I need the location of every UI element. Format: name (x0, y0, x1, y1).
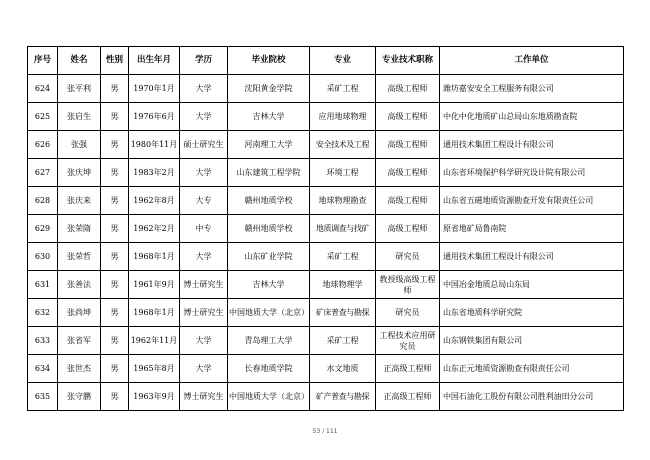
cell-gender: 男 (101, 159, 129, 187)
cell-employer: 山东省地质科学研究院 (440, 299, 624, 327)
cell-school: 山东矿业学院 (228, 243, 310, 271)
cell-major: 矿产普查与勘探 (310, 383, 376, 411)
cell-title: 高级工程师 (376, 215, 440, 243)
cell-gender: 男 (101, 299, 129, 327)
table-row (28, 271, 624, 299)
cell-education: 大学 (180, 355, 228, 383)
table-row (28, 327, 624, 355)
cell-name: 张省军 (58, 327, 101, 355)
cell-title: 研究员 (376, 299, 440, 327)
cell-name: 张庆来 (58, 187, 101, 215)
cell-employer: 山东省环境保护科学研究设计院有限公司 (440, 159, 624, 187)
cell-name: 张善法 (58, 271, 101, 299)
cell-school: 吉林大学 (228, 103, 310, 131)
table-header (28, 47, 624, 75)
cell-employer: 通用技术集团工程设计有限公司 (440, 131, 624, 159)
cell-education: 大专 (180, 187, 228, 215)
cell-title: 高级工程师 (376, 187, 440, 215)
cell-school: 中国地质大学（北京） (228, 299, 310, 327)
cell-birth: 1961年9月 (129, 271, 180, 299)
cell-gender: 男 (101, 271, 129, 299)
cell-major: 采矿工程 (310, 75, 376, 103)
cell-birth: 1962年8月 (129, 187, 180, 215)
table-row (28, 103, 624, 131)
cell-name: 张庆坤 (58, 159, 101, 187)
cell-index: 629 (28, 215, 58, 243)
cell-birth: 1968年1月 (129, 243, 180, 271)
cell-employer: 潍坊嘉安安全工程服务有限公司 (440, 75, 624, 103)
header-title: 专业技术职称 (376, 47, 440, 75)
cell-school: 赣州地质学校 (228, 187, 310, 215)
cell-school: 山东建筑工程学院 (228, 159, 310, 187)
cell-gender: 男 (101, 383, 129, 411)
cell-education: 博士研究生 (180, 383, 228, 411)
cell-index: 632 (28, 299, 58, 327)
cell-gender: 男 (101, 103, 129, 131)
cell-school: 青岛理工大学 (228, 327, 310, 355)
cell-name: 张强 (58, 131, 101, 159)
cell-gender: 男 (101, 355, 129, 383)
header-index: 序号 (28, 47, 58, 75)
cell-major: 安全技术及工程 (310, 131, 376, 159)
personnel-table-container (27, 46, 624, 411)
cell-title: 正高级工程师 (376, 383, 440, 411)
header-employer: 工作单位 (440, 47, 624, 75)
page-number: 53 / 111 (312, 428, 338, 435)
cell-school: 赣州地质学校 (228, 215, 310, 243)
cell-title: 教授级高级工程师 (376, 271, 440, 299)
cell-name: 张荣隋 (58, 215, 101, 243)
cell-education: 硕士研究生 (180, 131, 228, 159)
cell-title: 工程技术应用研究员 (376, 327, 440, 355)
cell-index: 631 (28, 271, 58, 299)
cell-school: 中国地质大学（北京） (228, 383, 310, 411)
cell-employer: 山东省五磁地质资源勘查开发有限责任公司 (440, 187, 624, 215)
cell-title: 研究员 (376, 243, 440, 271)
cell-birth: 1970年1月 (129, 75, 180, 103)
cell-title: 正高级工程师 (376, 355, 440, 383)
cell-major: 环境工程 (310, 159, 376, 187)
cell-index: 630 (28, 243, 58, 271)
cell-major: 地球物理勘查 (310, 187, 376, 215)
cell-gender: 男 (101, 327, 129, 355)
cell-major: 地球物理学 (310, 271, 376, 299)
cell-employer: 山东钢铁集团有限公司 (440, 327, 624, 355)
cell-birth: 1965年8月 (129, 355, 180, 383)
cell-education: 大学 (180, 159, 228, 187)
cell-education: 大学 (180, 243, 228, 271)
cell-employer: 中化中化地质矿山总局山东地质勘查院 (440, 103, 624, 131)
cell-index: 633 (28, 327, 58, 355)
cell-school: 长春地质学院 (228, 355, 310, 383)
cell-education: 中专 (180, 215, 228, 243)
header-education: 学历 (180, 47, 228, 75)
personnel-table (27, 46, 624, 411)
cell-index: 634 (28, 355, 58, 383)
cell-school: 沈阳黄金学院 (228, 75, 310, 103)
cell-title: 高级工程师 (376, 103, 440, 131)
cell-employer: 原省地矿局鲁南院 (440, 215, 624, 243)
cell-education: 大学 (180, 103, 228, 131)
cell-education: 博士研究生 (180, 299, 228, 327)
table-row (28, 131, 624, 159)
cell-name: 张启生 (58, 103, 101, 131)
cell-index: 626 (28, 131, 58, 159)
cell-employer: 中国冶金地质总局山东局 (440, 271, 624, 299)
cell-education: 大学 (180, 327, 228, 355)
cell-name: 张尚坤 (58, 299, 101, 327)
cell-major: 地质调查与找矿 (310, 215, 376, 243)
cell-index: 635 (28, 383, 58, 411)
cell-major: 水文地质 (310, 355, 376, 383)
table-body (28, 75, 624, 411)
table-row (28, 299, 624, 327)
cell-gender: 男 (101, 215, 129, 243)
cell-index: 624 (28, 75, 58, 103)
cell-index: 628 (28, 187, 58, 215)
cell-gender: 男 (101, 131, 129, 159)
cell-education: 大学 (180, 75, 228, 103)
cell-gender: 男 (101, 243, 129, 271)
header-major: 专业 (310, 47, 376, 75)
cell-gender: 男 (101, 75, 129, 103)
header-name: 姓名 (58, 47, 101, 75)
cell-name: 张平利 (58, 75, 101, 103)
cell-birth: 1962年2月 (129, 215, 180, 243)
header-gender: 性别 (101, 47, 129, 75)
header-birth: 出生年月 (129, 47, 180, 75)
cell-school: 河南理工大学 (228, 131, 310, 159)
cell-school: 吉林大学 (228, 271, 310, 299)
cell-name: 张荣哲 (58, 243, 101, 271)
cell-index: 627 (28, 159, 58, 187)
cell-index: 625 (28, 103, 58, 131)
cell-employer: 通用技术集团工程设计有限公司 (440, 243, 624, 271)
table-row (28, 75, 624, 103)
table-row (28, 383, 624, 411)
table-row (28, 187, 624, 215)
cell-birth: 1980年11月 (129, 131, 180, 159)
cell-birth: 1962年11月 (129, 327, 180, 355)
cell-major: 应用地球物理 (310, 103, 376, 131)
header-school: 毕业院校 (228, 47, 310, 75)
cell-name: 张守鹏 (58, 383, 101, 411)
cell-birth: 1983年2月 (129, 159, 180, 187)
cell-major: 矿床普查与勘探 (310, 299, 376, 327)
cell-major: 采矿工程 (310, 243, 376, 271)
cell-gender: 男 (101, 187, 129, 215)
cell-birth: 1976年6月 (129, 103, 180, 131)
cell-employer: 中国石油化工股份有限公司胜利油田分公司 (440, 383, 624, 411)
cell-birth: 1968年1月 (129, 299, 180, 327)
cell-education: 博士研究生 (180, 271, 228, 299)
cell-name: 张世杰 (58, 355, 101, 383)
table-row (28, 215, 624, 243)
cell-title: 高级工程师 (376, 131, 440, 159)
table-row (28, 159, 624, 187)
cell-employer: 山东正元地质资源勘查有限责任公司 (440, 355, 624, 383)
cell-title: 高级工程师 (376, 159, 440, 187)
header-row (28, 47, 624, 75)
cell-title: 高级工程师 (376, 75, 440, 103)
table-row (28, 355, 624, 383)
cell-major: 采矿工程 (310, 327, 376, 355)
cell-birth: 1963年9月 (129, 383, 180, 411)
table-row (28, 243, 624, 271)
